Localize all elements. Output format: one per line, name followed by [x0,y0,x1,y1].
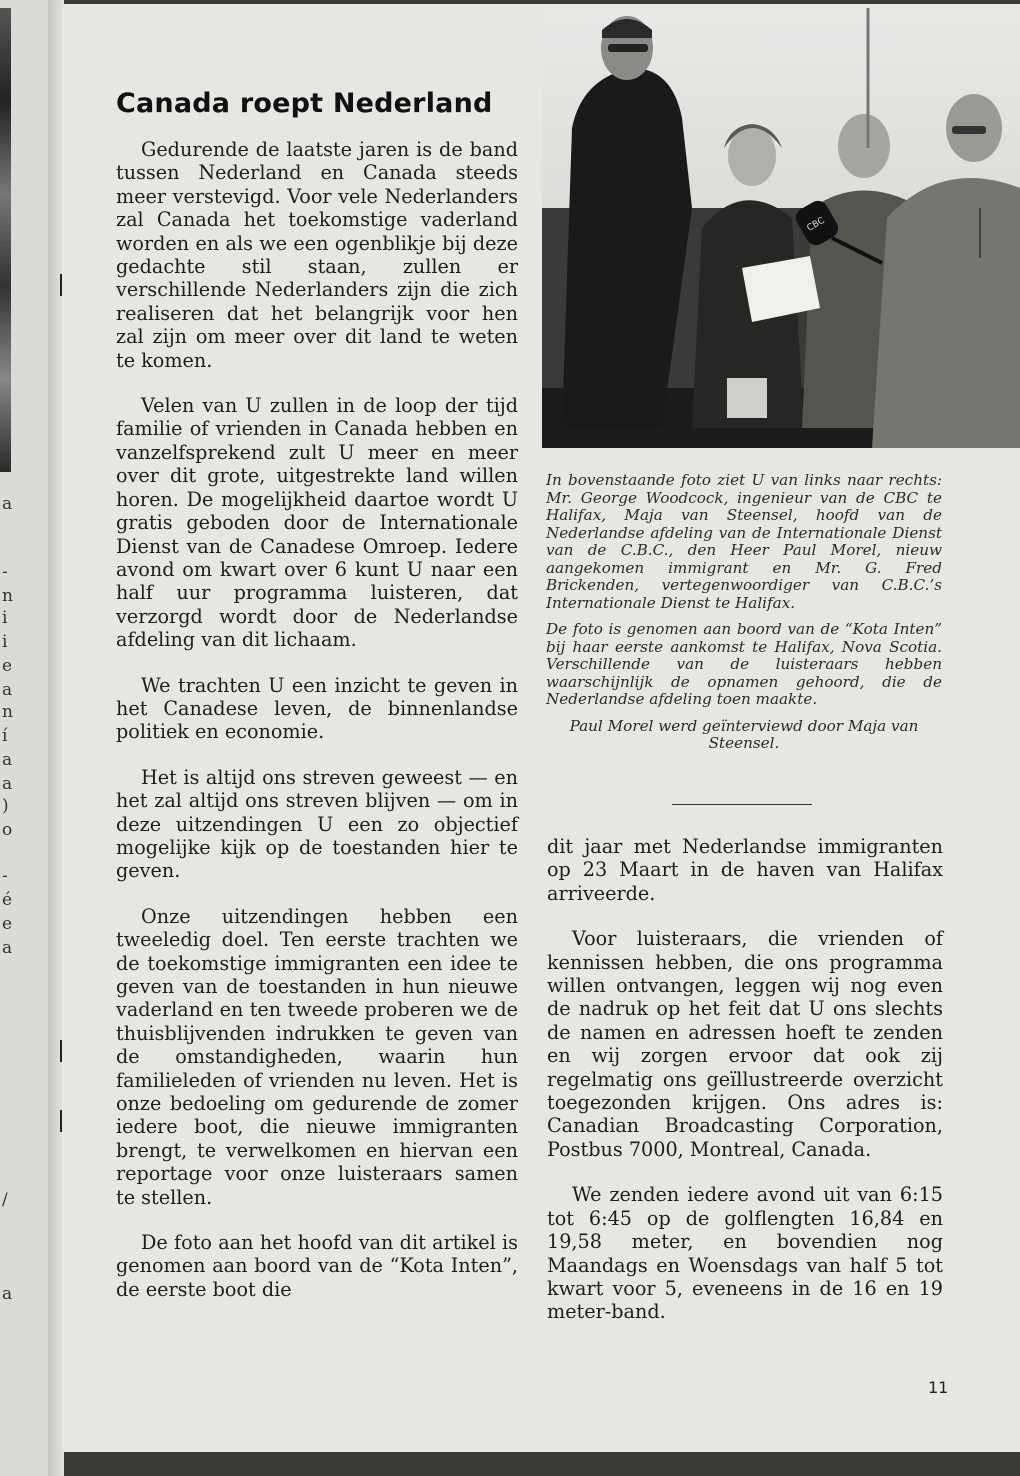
edge-letter: a [2,750,13,770]
paragraph: We zenden iedere avond uit van 6:15 tot 6:45 op de golflengten 16,84 en 19,58 meter, en bovendien nog Maandags en Woensdags van half 5 tot kwart voor 5, eveneens in de 16 en 19 meter-band. [547,1183,943,1324]
edge-letter: a [2,680,13,700]
edge-letter: a [2,494,13,514]
edge-letter: a [2,774,13,794]
edge-letter: a [2,938,13,958]
left-text-column [116,138,518,1323]
caption-paragraph: De foto is genomen aan boord van de “Kota Inten” bij haar eerste aankomst te Halifax, Nova Scotia. Verschillende van de luisteraars hebben waarschijnlijk de opnamen gehoord, die de Nederlandse afdeling toen maakte. [546,620,942,708]
article-title: Canada roept Nederland [116,88,493,119]
paragraph: Voor luisteraars, die vrienden of kennissen hebben, die ons programma willen ontvangen, leggen wij nog even de nadruk op het feit dat U ons slechts de namen en adressen hoeft te zenden en wij zorgen ervoor dat ook zij regelmatig ons geïllustreerde overzicht toegezonden krijgen. Ons adres is: Canadian Broadcasting Corporation, Postbus 7000, Montreal, Canada. [547,927,943,1161]
caption-paragraph: Paul Morel werd geïnterviewd door Maja van Steensel. [569,716,919,752]
caption-divider [672,804,812,805]
photo-illustration [542,8,1020,448]
edge-letter: ) [2,796,9,816]
paragraph: Onze uitzendingen hebben een tweeledig doel. Ten eerste trachten we de toekomstige immigranten een idee te geven van de toestanden in hun nieuwe vaderland en ten tweede proberen we de thuisblijvenden indrukken te geven van de omstandigheden, waarin hun familieleden of vrienden nu leven. Het is onze bedoeling om gedurende de zomer iedere boot, die nieuwe immigranten brengt, te verwelkomen en hiervan een reportage voor onze luisteraars samen te stellen. [116,904,518,1209]
paragraph: dit jaar met Nederlandse immigranten op 23 Maart in de haven van Halifax arriveerde. [547,835,943,905]
edge-letter: - [2,562,8,582]
right-text-column [547,835,943,1346]
edge-letter: e [2,656,13,676]
article-photo [542,8,1020,448]
edge-letter: n [2,586,13,606]
edge-letter: n [2,702,13,722]
page-number: 11 [928,1378,949,1397]
caption-paragraph: In bovenstaande foto ziet U van links naar rechts: Mr. George Woodcock, ingenieur van de CBC te Halifax, Maja van Steensel, hoofd van de Nederlandse afdeling van de Internationale Dienst van de C.B.C., den Heer Paul Morel, nieuw aangekomen immigrant en Mr. G. Fred Brickenden, vertegenwoordiger van C.B.C.’s Internationale Dienst te Halifax. [546,471,942,612]
left-page-edge [0,0,48,1476]
mic-flag-label: CBC [805,215,827,234]
edge-letter: i [2,608,8,628]
edge-letter: í [2,726,8,746]
photo-caption [546,472,942,762]
left-page-text-fragments [0,0,26,1476]
edge-letter: - [2,866,8,886]
edge-letter: / [2,1190,8,1210]
edge-letter: a [2,1284,13,1304]
edge-letter: o [2,820,13,840]
edge-letter: é [2,890,13,910]
paragraph: Velen van U zullen in de loop der tijd familie of vrienden in Canada hebben en vanzelfsprekend zult U meer en meer over dit grote, uitgestrekte land willen horen. De mogelijkheid daartoe wordt U gratis geboden door de Internationale Dienst van de Canadese Omroep. Iedere avond om kwart over 6 kunt U naar een half uur programma luisteren, dat verzorgd wordt door de Nederlandse afdeling van dit lichaam. [116,394,518,652]
edge-letter: e [2,914,13,934]
paragraph: Het is altijd ons streven geweest — en het zal altijd ons streven blijven — om in deze uitzendingen U een zo objectief mogelijke kijk op de toestanden hier te geven. [116,765,518,883]
paragraph: De foto aan het hoofd van dit artikel is genomen aan boord van de “Kota Inten”, de eerste boot die [116,1231,518,1301]
paragraph: We trachten U een inzicht te geven in het Canadese leven, de binnenlandse politiek en economie. [116,673,518,744]
edge-letter: i [2,632,8,652]
paragraph: Gedurende de laatste jaren is de band tussen Nederland en Canada steeds meer verstevigd. Voor vele Nederlanders zal Canada het toekomstige vaderland worden en als we een ogenblikje bij deze gedachte stil staan, zullen er verschillende Nederlanders zijn die zich realiseren dat het belangrijk voor hen zal zijn om meer over dit land te weten te komen. [116,138,518,372]
